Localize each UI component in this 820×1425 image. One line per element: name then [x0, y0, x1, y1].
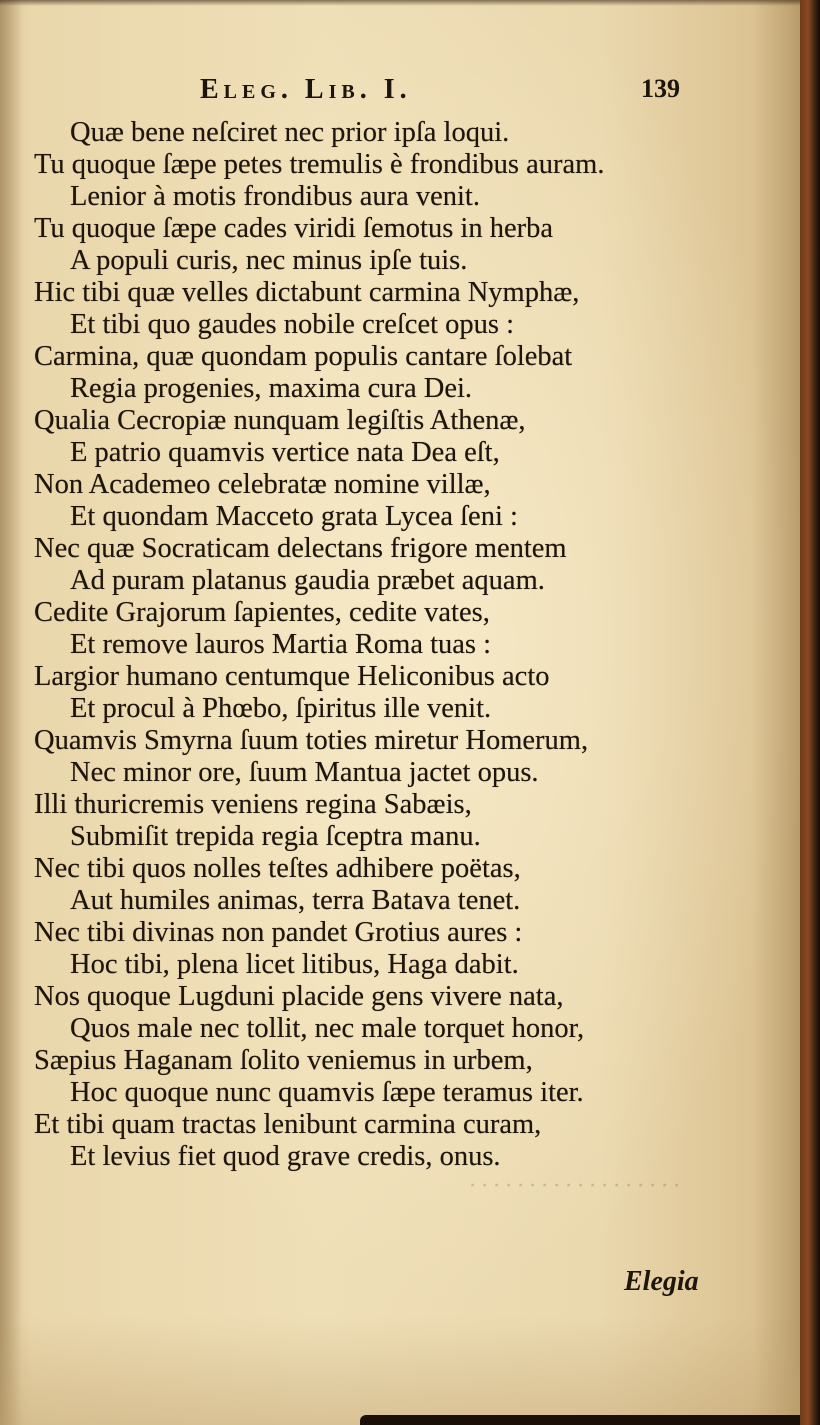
verse-line: Cedite Grajorum ſapientes, cedite vates, [34, 597, 490, 628]
verse-line: Ad puram platanus gaudia præbet aquam. [70, 565, 545, 596]
verse-line: Hoc quoque nunc quamvis ſæpe teramus iter. [70, 1077, 584, 1108]
verse-line: Nec minor ore, ſuum Mantua jactet opus. [70, 757, 539, 788]
verse-line: Quos male nec tollit, nec male torquet honor, [70, 1013, 585, 1044]
verse-line: A populi curis, nec minus ipſe tuis. [70, 245, 468, 276]
verse-line: Tu quoque ſæpe petes tremulis è frondibus auram. [34, 149, 605, 180]
verse-line: Nec tibi divinas non pandet Grotius aures : [34, 917, 523, 948]
verse-line: Hic tibi quæ velles dictabunt carmina Nymphæ, [34, 277, 580, 308]
verse-line: Et remove lauros Martia Roma tuas : [70, 629, 492, 660]
verse-line: Illi thuricremis veniens regina Sabæis, [34, 789, 472, 820]
verse-line: Aut humiles animas, terra Batava tenet. [70, 885, 521, 916]
verse-line: Et procul à Phœbo, ſpiritus ille venit. [70, 693, 492, 724]
page-number: 139 [641, 74, 680, 103]
verse-line: Quæ bene neſciret nec prior ipſa loqui. [70, 117, 510, 148]
verse-line: Nos quoque Lugduni placide gens vivere nata, [34, 981, 564, 1012]
verse-line: Et tibi quo gaudes nobile creſcet opus : [70, 309, 515, 340]
verse-line: Tu quoque ſæpe cades viridi ſemotus in herba [34, 213, 553, 244]
verse-line: Et levius fiet quod grave credis, onus. [70, 1141, 501, 1172]
verse-line: Non Academeo celebratæ nomine villæ, [34, 469, 491, 500]
verse-line: Regia progenies, maxima cura Dei. [70, 373, 473, 404]
verse-line: Et quondam Macceto grata Lycea ſeni : [70, 501, 518, 532]
page-top-edge [0, 0, 800, 6]
verse-line: Qualia Cecropiæ nunquam legiſtis Athenæ, [34, 405, 526, 436]
verse-line: E patrio quamvis vertice nata Dea eſt, [70, 437, 500, 468]
running-head: Eleg. Lib. I. [200, 74, 412, 105]
verse-line: Carmina, quæ quondam populis cantare ſolebat [34, 341, 573, 372]
verse-line: Lenior à motis frondibus aura venit. [70, 181, 480, 212]
verse-line: Sæpius Haganam ſolito veniemus in urbem, [34, 1045, 533, 1076]
page-bottom-shadow [360, 1415, 800, 1425]
verse-line: Hoc tibi, plena licet litibus, Haga dabit. [70, 949, 519, 980]
catchword: Elegia [624, 1266, 699, 1297]
book-spine-edge [800, 0, 820, 1425]
verse-line: Largior humano centumque Heliconibus acto [34, 661, 550, 692]
verse-line: Nec quæ Socraticam delectans frigore mentem [34, 533, 567, 564]
page-header [200, 68, 680, 118]
verse-line: Quamvis Smyrna ſuum toties miretur Homerum, [34, 725, 589, 756]
show-through-text: · · · · · · · · · · · · · · · · · · [470, 1173, 680, 1199]
verse-line: Et tibi quam tractas lenibunt carmina curam, [34, 1109, 542, 1140]
verse-line: Submiſit trepida regia ſceptra manu. [70, 821, 481, 852]
verse-line: Nec tibi quos nolles teſtes adhibere poëtas, [34, 853, 521, 884]
verse-text-block [34, 117, 734, 1173]
